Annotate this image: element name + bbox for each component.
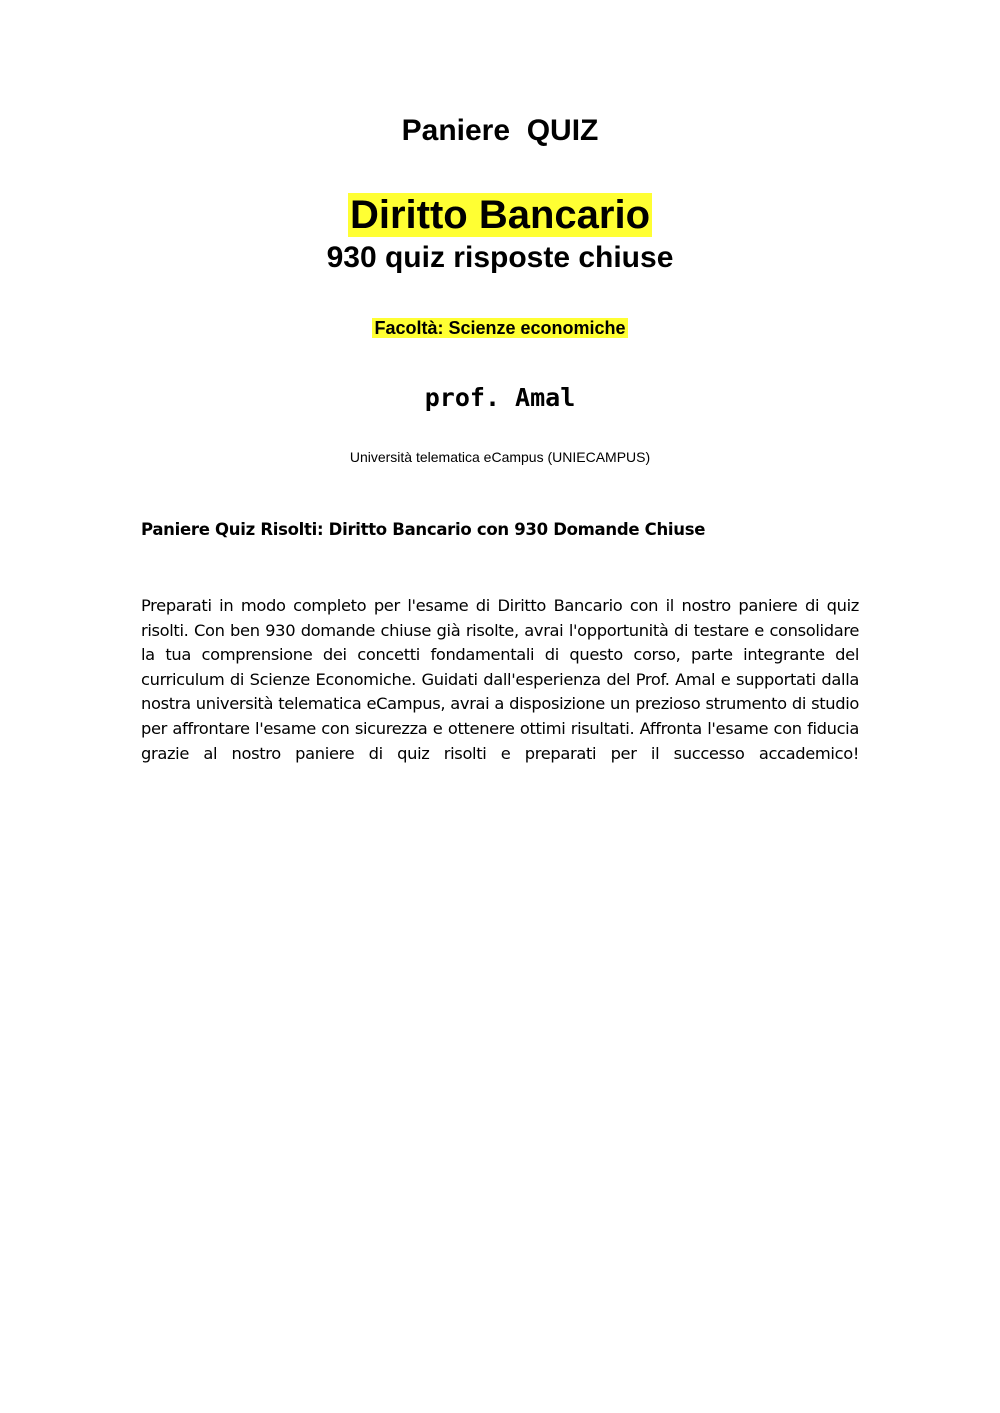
main-title-highlight: Diritto Bancario xyxy=(349,193,651,237)
document-top-title: Paniere QUIZ xyxy=(401,114,599,147)
body-paragraph: Preparati in modo completo per l'esame di Diritto Bancario con il nostro paniere di quiz risolti. Con ben 930 domande chiuse già risolte, avrai l'opportunità di testare e consolidare la tua comprensione dei concetti fondamentali di questo corso, parte integrante del curriculum di Scienze Economiche. Guidati dall'esperienza del Prof. Amal e supportati dalla nostra università telematica eCampus, avrai a disposizione un prezioso strumento di studio per affrontare l'esame con sicurezza e ottenere ottimi risultati. Affronta l'esame con fiducia grazie al nostro paniere di quiz risolti e preparati per il successo accademico! xyxy=(141,596,859,763)
document-main-title xyxy=(0,191,1000,239)
faculty-highlight: Facoltà: Scienze economiche xyxy=(374,318,626,338)
document-subtitle: 930 quiz risposte chiuse xyxy=(326,241,674,274)
faculty-label xyxy=(0,316,1000,340)
professor-name: prof. Amal xyxy=(424,383,576,412)
university-name: Università telematica eCampus (UNIECAMPUS) xyxy=(349,449,651,465)
section-heading: Paniere Quiz Risolti: Diritto Bancario con 930 Domande Chiuse xyxy=(141,520,706,539)
